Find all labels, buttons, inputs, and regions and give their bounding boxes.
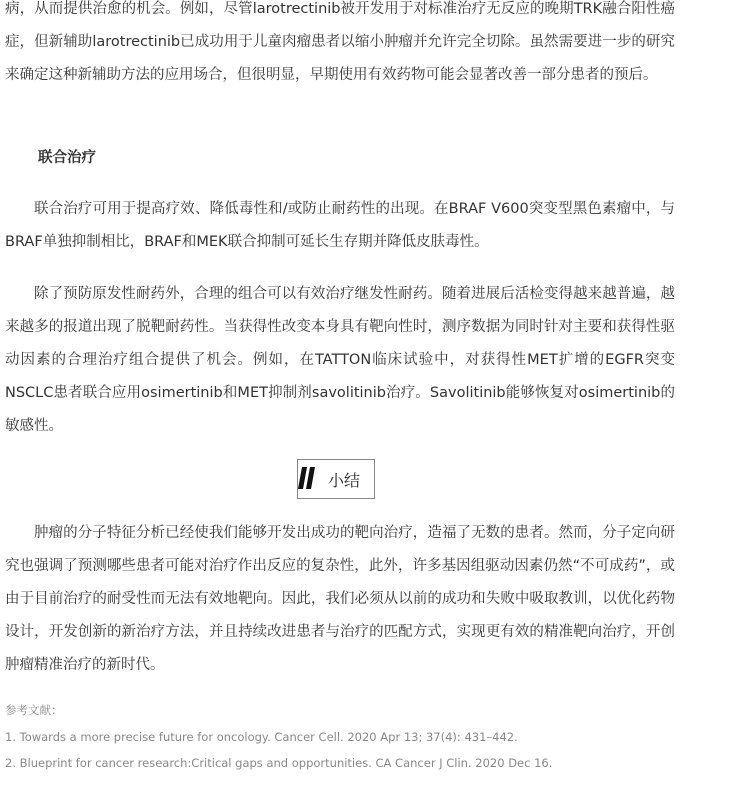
combination-paragraph-2: 除了预防原发性耐药外，合理的组合可以有效治疗继发性耐药。随着进展后活检变得越来越普遍，越来越多的报道出现了脱靶耐药性。当获得性改变本身具有靶向性时，测序数据为同时针对主要和获得性驱动因素的合理治疗组合提供了机会。例如，在TATTON临床试验中，对获得性MET扩增的EGFR突变NSCLC患者联合应用osimertinib和MET抑制剂savolitinib治疗。Savolitinib能够恢复对osimertinib的敏感性。 <box>5 286 675 434</box>
references-title: 参考文献： <box>5 703 63 717</box>
reference-item-1: 1. Towards a more precise future for oncology. Cancer Cell. 2020 Apr 13; 37(4): 431–442. <box>5 730 518 744</box>
double-quote-bar-icon <box>296 463 322 493</box>
summary-section-header <box>297 459 375 499</box>
combination-paragraph-1: 联合治疗可用于提高疗效、降低毒性和/或防止耐药性的出现。在BRAF V600突变型黑色素瘤中，与BRAF单独抑制相比，BRAF和MEK联合抑制可延长生存期并降低皮肤毒性。 <box>5 201 675 250</box>
summary-label: 小结 <box>327 470 360 490</box>
combination-therapy-heading: 联合治疗 <box>38 150 96 166</box>
intro-paragraph: 病，从而提供治愈的机会。例如，尽管larotrectinib被开发用于对标准治疗无反应的晚期TRK融合阳性癌症，但新辅助larotrectinib已成功用于儿童肉瘤患者以缩小肿瘤并允许完全切除。虽然需要进一步的研究来确定这种新辅助方法的应用场合，但很明显，早期使用有效药物可能会显著改善一部分患者的预后。 <box>5 1 675 83</box>
reference-item-2: 2. Blueprint for cancer research:Critical gaps and opportunities. CA Cancer J Clin. 2020 Dec 16. <box>5 756 553 770</box>
summary-paragraph: 肿瘤的分子特征分析已经使我们能够开发出成功的靶向治疗，造福了无数的患者。然而，分子定向研究也强调了预测哪些患者可能对治疗作出反应的复杂性，此外，许多基因组驱动因素仍然“不可成药”，或由于目前治疗的耐受性而无法有效地靶向。因此，我们必须从以前的成功和失败中吸取教训，以优化药物设计，开发创新的新治疗方法，并且持续改进患者与治疗的匹配方式，实现更有效的精准靶向治疗，开创肿瘤精准治疗的新时代。 <box>5 525 675 673</box>
